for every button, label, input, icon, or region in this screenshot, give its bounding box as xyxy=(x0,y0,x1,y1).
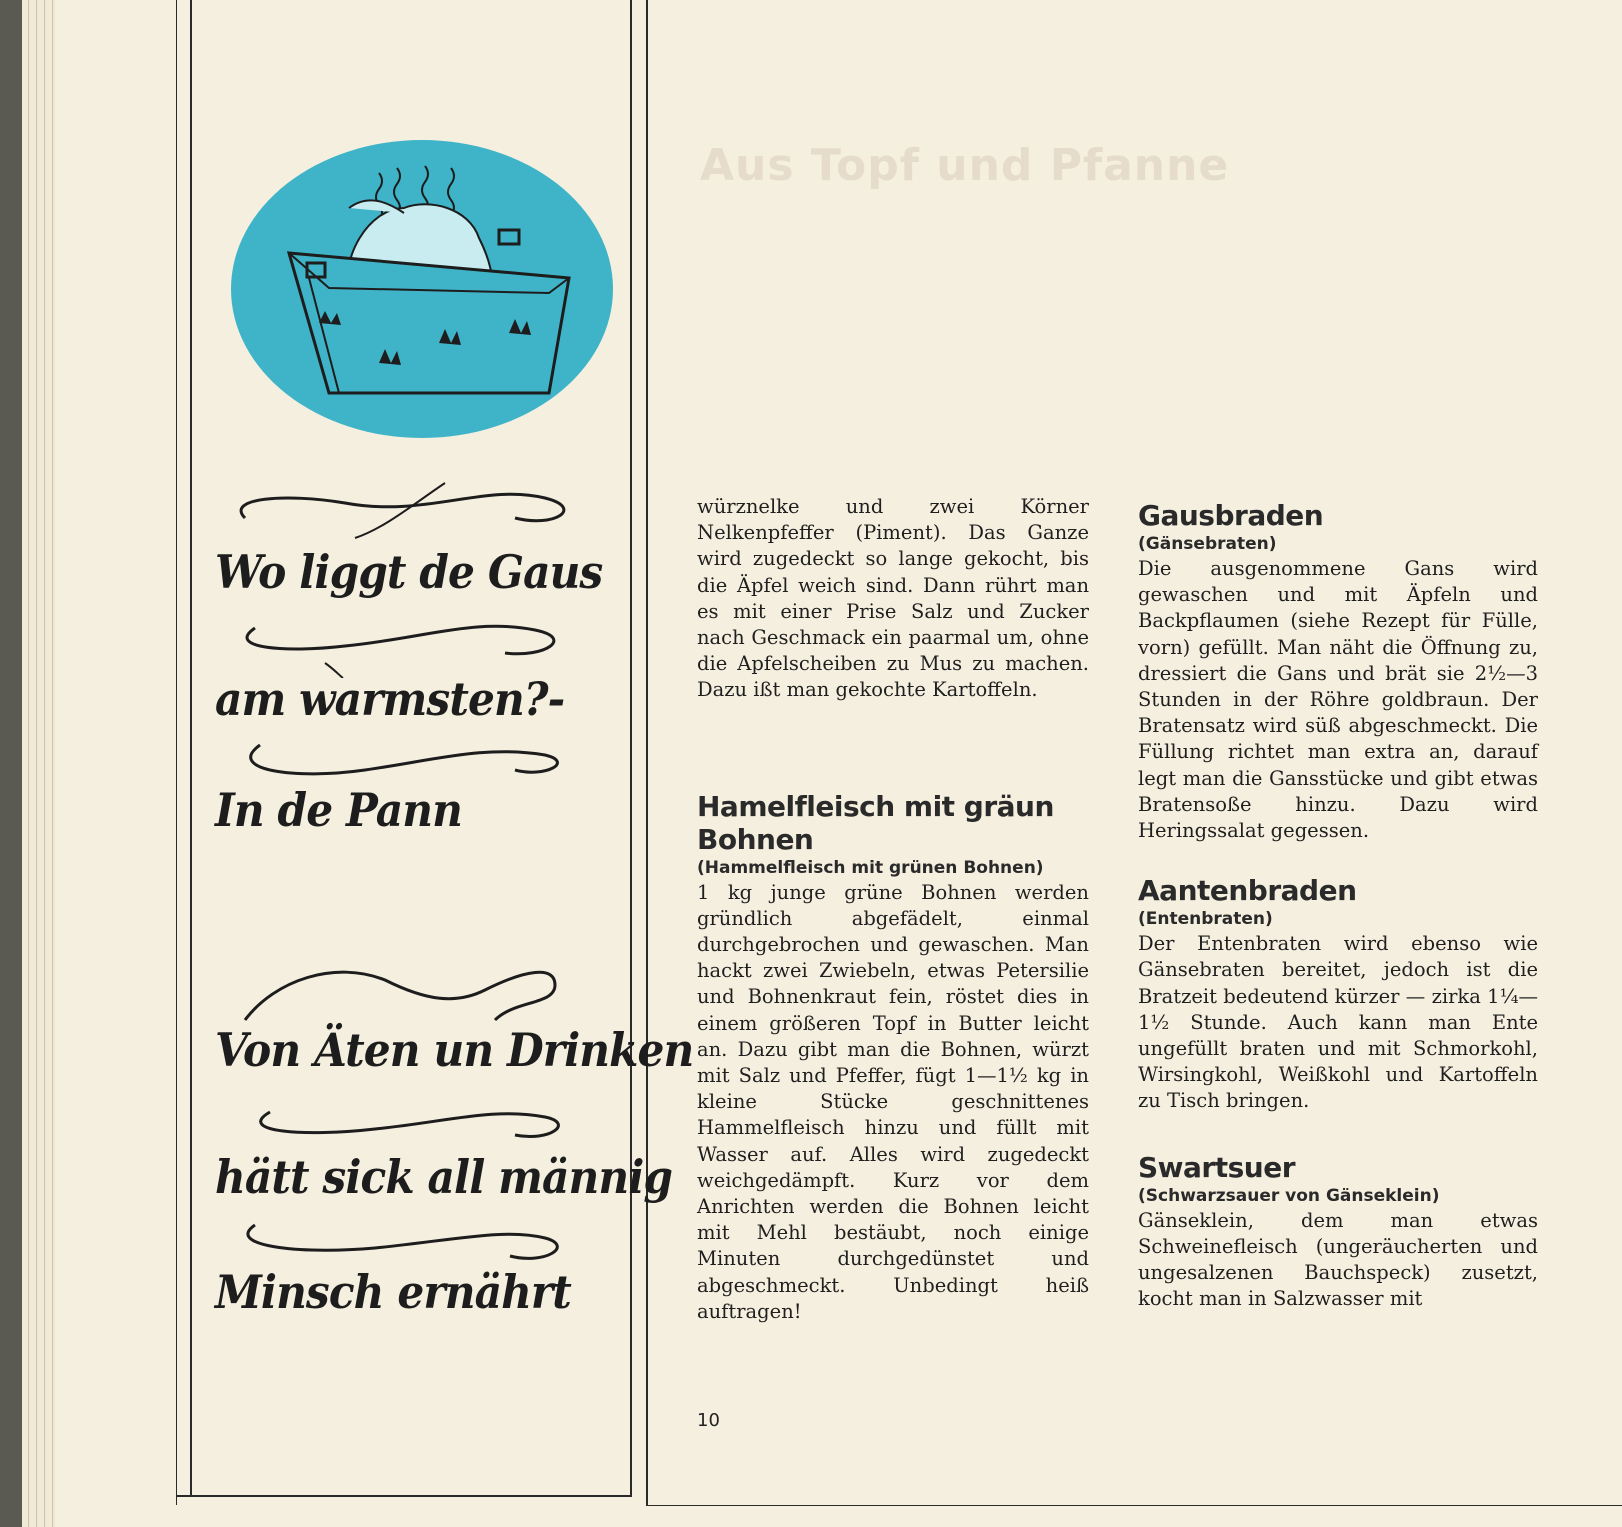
recipe-continuation-text: würznelke und zwei Körner Nelkenpfeffer (Piment). Das Ganze wird zugedeckt so lange gekocht, bis die Äpfel weich sind. Dann rührt man es mit einer Prise Salz und Zucker nach Geschmack ein paarmal um, ohne die Apfelscheiben zu Mus zu machen. Dazu ißt man gekochte Kartoffeln. xyxy=(697,495,1089,702)
show-through-text: Aus Topf und Pfanne xyxy=(700,140,1230,191)
bottom-border-rule xyxy=(176,1495,632,1497)
page-edge xyxy=(30,0,37,1527)
recipe-text: Der Entenbraten wird ebenso wie Gänsebraten bereitet, jedoch ist die Bratzeit bedeutend kürzer — zirka 1¼—1½ Stunde. Auch kann man Ente ungefüllt braten und mit Schmorkohl, Wirsingkohl, Weißkohl und Kartoffeln zu Tisch bringen. xyxy=(1138,932,1538,1113)
verse-line: Wo liggt de Gaus xyxy=(215,545,603,599)
left-border-rule xyxy=(190,0,192,1495)
page-edge xyxy=(38,0,45,1527)
text-column-1 xyxy=(697,494,1089,1325)
column-border-rule xyxy=(630,0,632,1495)
recipe-title: Swartsuer xyxy=(1138,1150,1296,1184)
roast-goose-illustration xyxy=(229,138,615,440)
recipe-title: Hamelfleisch mit gräun Bohnen xyxy=(697,789,1054,856)
page-edge xyxy=(46,0,53,1527)
flourish-ornament xyxy=(225,478,585,548)
verse-line: hätt sick all männig xyxy=(215,1150,673,1204)
outer-border-rule xyxy=(176,0,177,1505)
verse-line: Von Äten un Drinken xyxy=(215,1023,694,1077)
page-number: 10 xyxy=(697,1410,720,1431)
recipe-text: Die ausgenommene Gans wird gewaschen und mit Äpfeln und Backpflaumen (siehe Rezept für Fülle, vorn) gefüllt. Man näht die Öffnung zu, dressiert die Gans und brät sie 2½—3 Stunden in der Röhre goldbraun. Der Bratensatz wird süß abgeschmeckt. Die Füllung richtet man extra an, darauf legt man die Gansstücke und gibt etwas Bratensoße hinzu. Dazu wird Heringssalat gegessen. xyxy=(1138,557,1538,843)
recipe-block xyxy=(1138,1151,1538,1313)
recipe-title: Aantenbraden xyxy=(1138,874,1357,908)
recipe-text: 1 kg junge grüne Bohnen werden gründlich abgefädelt, einmal durchgebrochen und gewaschen. Man hackt zwei Zwiebeln, etwas Petersilie und Bohnenkraut fein, röstet dies in einem größeren Topf in Butter leicht an. Dazu gibt man die Bohnen, würzt mit Salz und Pfeffer, fügt 1—1½ kg in kleine Stücke geschnittenes Hammelfleisch hinzu und füllt mit Wasser auf. Alles wird zugedeckt weichgedämpft. Kurz vor dem Anrichten werden die Bohnen leicht mit Mehl bestäubt, noch einige Minuten durchgedünstet und abgeschmeckt. Unbedingt heiß auftragen! xyxy=(697,880,1089,1323)
verse-line: In de Pann xyxy=(215,783,463,837)
flourish-ornament xyxy=(225,1087,585,1157)
page-edge xyxy=(22,0,29,1527)
recipe-subtitle: (Schwarzsauer von Gänseklein) xyxy=(1138,1185,1440,1206)
recipe-block xyxy=(1138,499,1538,844)
recipe-text: Gänseklein, dem man etwas Schweinefleisch (ungeräucherten und ungesalzenen Bauchspeck) zusetzt, kocht man in Salzwasser mit xyxy=(1138,1208,1538,1311)
text-column-2 xyxy=(1138,499,1538,1312)
recipe-subtitle: (Hammelfleisch mit grünen Bohnen) xyxy=(697,857,1044,878)
gutter-rule xyxy=(646,0,648,1505)
flourish-ornament xyxy=(225,608,585,678)
verse-line: am warmsten?- xyxy=(215,672,565,726)
bottom-border-rule xyxy=(646,1505,1622,1506)
recipe-subtitle: (Entenbraten) xyxy=(1138,909,1273,930)
recipe-block xyxy=(1138,874,1538,1114)
recipe-title: Gausbraden xyxy=(1138,499,1324,532)
recipe-subtitle: (Gänsebraten) xyxy=(1138,534,1277,554)
verse-line: Minsch ernährt xyxy=(215,1265,571,1319)
